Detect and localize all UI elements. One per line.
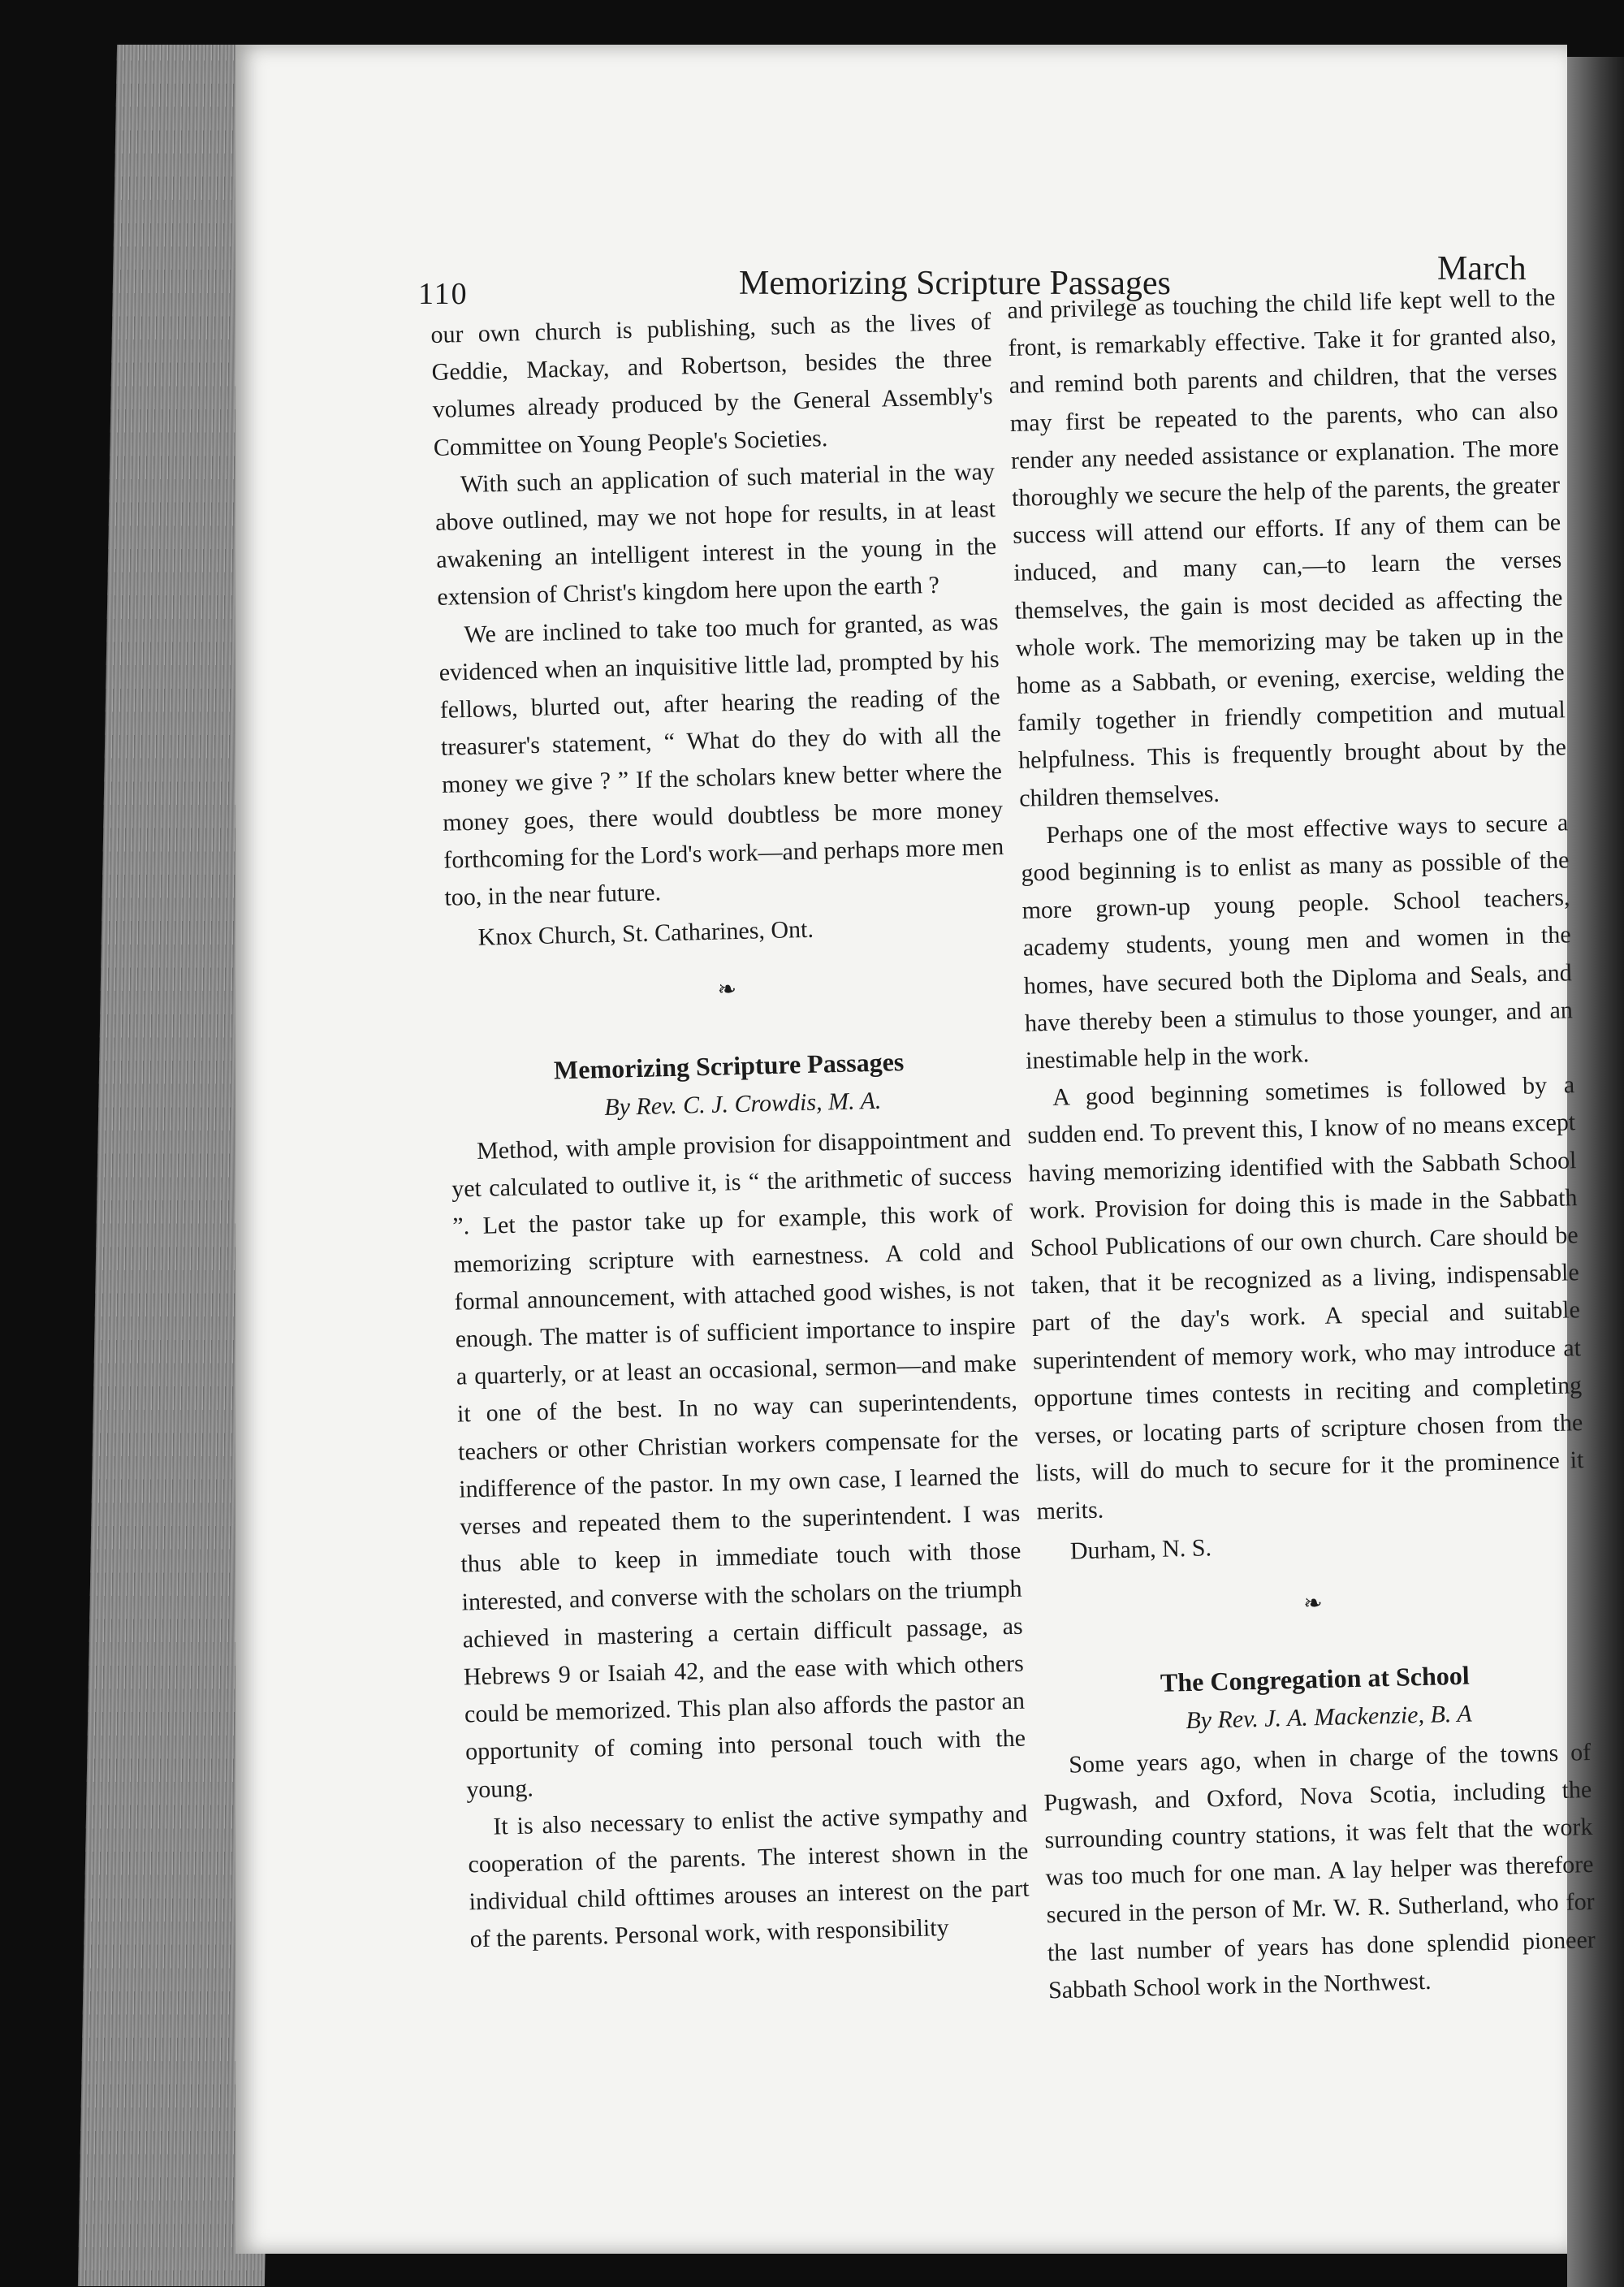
section-ornament: ❧: [717, 977, 737, 1004]
article-signoff: Knox Church, St. Catharines, Ont.: [477, 915, 814, 952]
paragraph: We are inclined to take too much for granted, as was evidenced when an inquisitive little lad, prompted by his fellows, blurted out, after hearing the reading of the treasurer's statement, “ What do they do with all the money we give ? ” If the scholars knew better where the money goes, there would doubtless be more money forthcoming for the Lord's work—and perhaps more men too, in the near future.: [438, 607, 1004, 911]
article-byline: By Rev. J. A. Mackenzie, B. A: [1185, 1700, 1473, 1735]
paragraph: Method, with ample provision for disappointment and yet calculated to outlive it, is “ the arithmetic of success ”. Let the pastor take up for example, this work of memorizing scripture with earnestness. A cold and formal announcement, with attached good wishes, is not enough. The matter is of sufficient importance to inspire a quarterly, or at least an occasional, sermon—and make it one of the best. In no way can superintendents, teachers or other Christian workers compensate for the indifference of the pastor. In my own case, I learned the verses and repeated them to the superintendent. I was thus able to keep in immediate touch with those interested, and converse with the scholars on the triumph achieved in mastering a certain difficult passage, as Hebrews 9 or Isaiah 42, and the ease with which others could be memorized. This plan also affords the pastor an opportunity of coming into personal touch with the young.: [451, 1124, 1026, 1803]
right-column: [1007, 279, 1596, 2010]
paragraph: Perhaps one of the most effective ways to secure a good beginning is to enlist as many as possible of the more grown-up young people. School teachers, academy students, young men and women in the homes, have secured both the Diploma and Seals, and have thereby been a stimulus to those younger, and an inestimable help in the work.: [1021, 809, 1574, 1074]
page-number: 110: [418, 277, 469, 311]
paragraph: A good beginning sometimes is followed by a sudden end. To prevent this, I know of no means except having memorizing identified with the Sabbath School work. Provision for doing this is made in the Sabbath School Publications of our own church. Care should be taken, that it be recognized as a living, indispensable part of the day's work. A special and suitable superintendent of memory work, who may introduce at opportune times contests in reciting and completing verses, or locating parts of scripture chosen from the lists, will do much to secure for it the prominence it merits.: [1026, 1071, 1584, 1525]
paragraph: Some years ago, when in charge of the towns of Pugwash, and Oxford, Nova Scotia, including the surrounding country stations, it was felt that the work was too much for one man. A lay helper was therefore secured in the person of Mr. W. R. Sutherland, who for the last number of years has done splendid pioneer Sabbath School work in the Northwest.: [1043, 1738, 1596, 2004]
paragraph: With such an application of such material in the way above outlined, may we not hope for results, in at least awakening an intelligent interest in the young in the extension of Christ's kingdom here upon the earth ?: [434, 457, 997, 612]
article-byline: By Rev. C. J. Crowdis, M. A.: [603, 1087, 882, 1121]
article-signoff: Durham, N. S.: [1069, 1534, 1212, 1565]
paragraph: It is also necessary to enlist the active sympathy and cooperation of the parents. The interest shown in the individual child ofttimes arouses an interest on the part of the parents. Personal work, with responsibility: [468, 1800, 1030, 1953]
book-page: [235, 45, 1596, 2254]
running-title: Memorizing Scripture Passages: [739, 265, 1171, 302]
paragraph: and privilege as touching the child life kept well to the front, is remarkably effective. Take it for granted also, and remind both parents and children, that the verses may first be repeated to the parents, who can also render any needed assistance or explanation. The more thoroughly we secure the help of the parents, the greater success will attend our efforts. If any of them can be induced, and many can,—to learn the verses themselves, the gain is most decided as affecting the whole work. The memorizing may be taken up in the home as a Sabbath, or evening, exercise, welding the family together in friendly competition and mutual helpfulness. This is frequently brought about by the children themselves.: [1007, 283, 1567, 812]
header-month: March: [1437, 250, 1527, 287]
left-column: [430, 303, 1030, 1959]
article-title: Memorizing Scripture Passages: [553, 1046, 905, 1085]
article-title: The Congregation at School: [1160, 1660, 1471, 1697]
section-ornament: ❧: [1302, 1590, 1324, 1617]
paragraph: our own church is publishing, such as the lives of Geddie, Mackay, and Robertson, besides the three volumes already produced by the General Assembly's Committee on Young People's Societies.: [430, 308, 994, 461]
